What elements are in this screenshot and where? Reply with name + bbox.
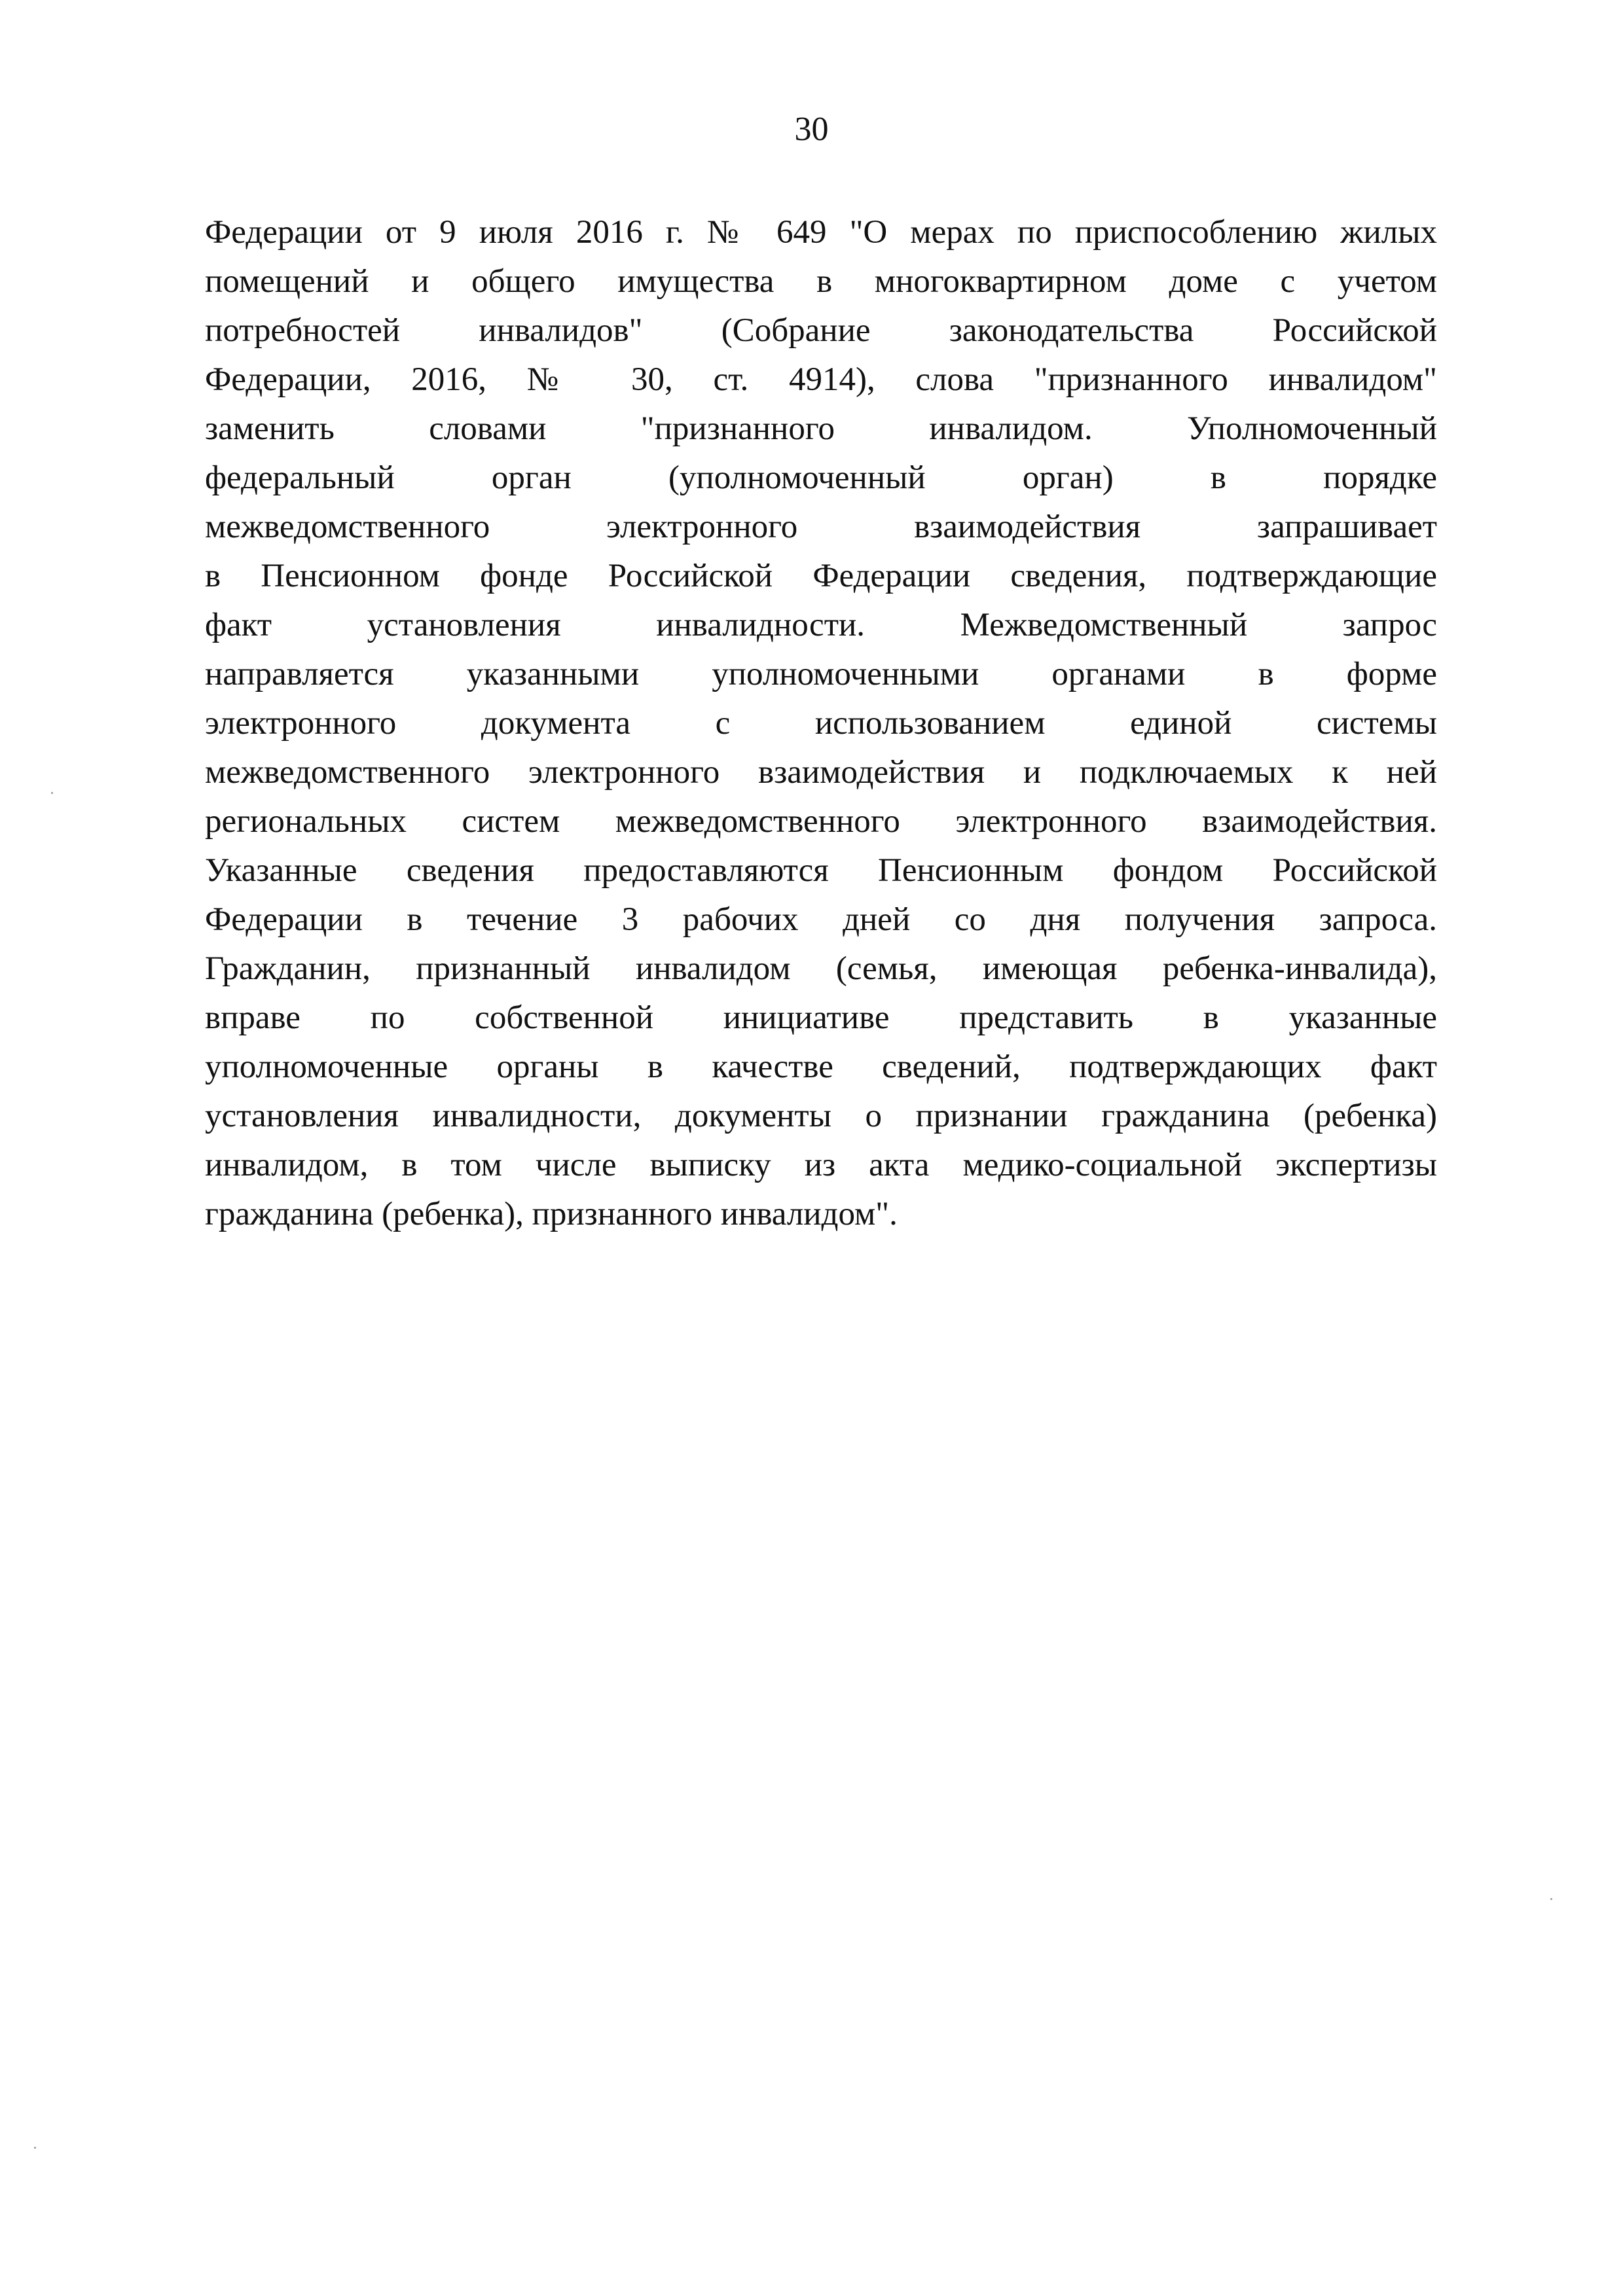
text-line: факт установления инвалидности. Межведомственный запрос	[205, 607, 1437, 643]
text-line-last: гражданина (ребенка), признанного инвалидом".	[205, 1196, 898, 1232]
page-number: 30	[794, 111, 829, 148]
text-line: Федерации от 9 июля 2016 г. № 649 "О мерах по приспособлению жилых	[205, 214, 1437, 251]
text-line: межведомственного электронного взаимодействия запрашивает	[205, 509, 1437, 545]
scan-speck	[34, 2147, 36, 2149]
text-line: вправе по собственной инициативе представить в указанные	[205, 999, 1437, 1036]
text-line: федеральный орган (уполномоченный орган) в порядке	[205, 459, 1437, 496]
text-line: Указанные сведения предоставляются Пенсионным фондом Российской	[205, 852, 1437, 889]
text-line: инвалидом, в том числе выписку из акта медико-социальной экспертизы	[205, 1147, 1437, 1183]
text-line: направляется указанными уполномоченными органами в форме	[205, 656, 1437, 692]
text-line: в Пенсионном фонде Российской Федерации сведения, подтверждающие	[205, 558, 1437, 594]
scan-speck	[51, 792, 53, 794]
text-line: уполномоченные органы в качестве сведений, подтверждающих факт	[205, 1049, 1437, 1085]
text-line: региональных систем межведомственного электронного взаимодействия.	[205, 803, 1437, 840]
text-line: потребностей инвалидов" (Собрание законодательства Российской	[205, 312, 1437, 349]
text-line: помещений и общего имущества в многоквартирном доме с учетом	[205, 263, 1437, 300]
text-line: электронного документа с использованием единой системы	[205, 705, 1437, 742]
scan-speck	[1550, 1898, 1552, 1900]
body-paragraph	[205, 208, 1437, 1239]
text-line: заменить словами "признанного инвалидом. Уполномоченный	[205, 410, 1437, 447]
text-line: Федерации в течение 3 рабочих дней со дня получения запроса.	[205, 901, 1437, 938]
text-line: межведомственного электронного взаимодействия и подключаемых к ней	[205, 754, 1437, 791]
text-line: установления инвалидности, документы о признании гражданина (ребенка)	[205, 1098, 1437, 1134]
text-line: Гражданин, признанный инвалидом (семья, имеющая ребенка-инвалида),	[205, 950, 1437, 987]
text-line: Федерации, 2016, № 30, ст. 4914), слова "признанного инвалидом"	[205, 361, 1437, 398]
